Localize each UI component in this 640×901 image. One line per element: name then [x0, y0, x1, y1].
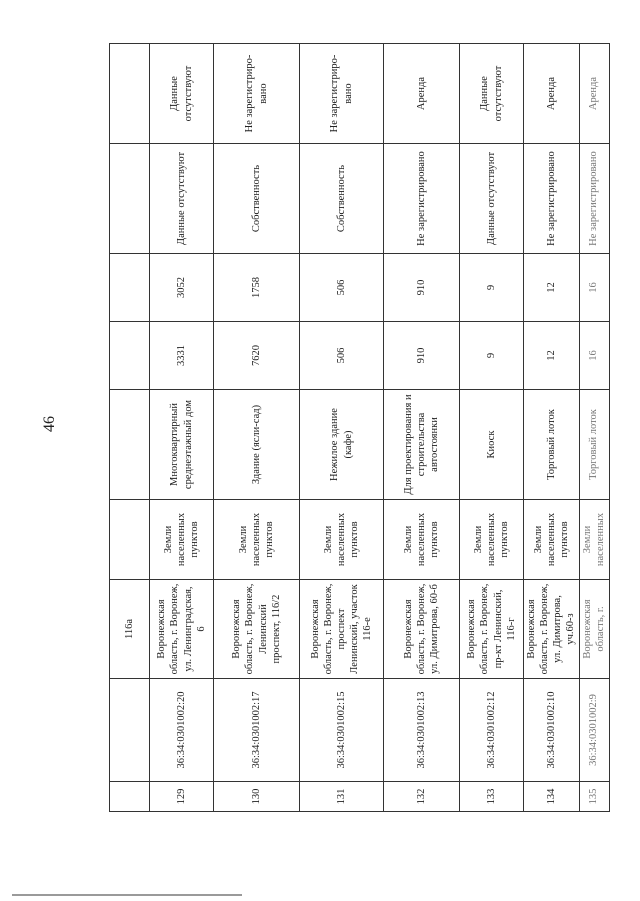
cell-use: Нежилое здание (кафе) — [300, 390, 384, 500]
cell-area1: 7620 — [214, 322, 300, 390]
cell-encumbrance: Данные отсутствуют — [460, 44, 524, 144]
page-number: 46 — [41, 416, 58, 432]
cell-use: Киоск — [460, 390, 524, 500]
cell-area1: 910 — [384, 322, 460, 390]
cell-right: Собственность — [300, 144, 384, 254]
cell-area2: 3052 — [150, 254, 214, 322]
cell-area2: 12 — [524, 254, 580, 322]
cell-area2: 1758 — [214, 254, 300, 322]
cell-area1: 3331 — [150, 322, 214, 390]
cell-encumbrance: Не зарегистриро-вано — [300, 44, 384, 144]
land-plots-table — [109, 43, 610, 812]
cell-area2: 16 — [579, 254, 609, 322]
cell-area2 — [110, 254, 150, 322]
cell-category: Земли населенных пунктов — [384, 500, 460, 580]
cell-category: Земли населенных пунктов — [460, 500, 524, 580]
cell-category: Земли населенных пунктов — [524, 500, 580, 580]
cell-use: Для проектирования и строительства автостоянки — [384, 390, 460, 500]
cell-use: Многоквартирный среднеэтажный дом — [150, 390, 214, 500]
table-row — [110, 44, 150, 812]
cell-cadastral: 36:34:0301002:17 — [214, 679, 300, 782]
cell-address: Воронежская область, г. Воронеж, ул. Димитрова, 60-б — [384, 580, 460, 679]
cell-num: 129 — [150, 782, 214, 812]
cell-cadastral — [110, 679, 150, 782]
cell-num: 130 — [214, 782, 300, 812]
cell-right: Не зарегистрировано — [384, 144, 460, 254]
cell-category: Земли населенных пунктов — [214, 500, 300, 580]
cell-cadastral: 36:34:0301002:9 — [579, 679, 609, 782]
cell-area1: 506 — [300, 322, 384, 390]
land-plots-table-page — [109, 44, 606, 812]
table-row — [384, 44, 460, 812]
cell-area2: 9 — [460, 254, 524, 322]
cell-encumbrance: Аренда — [579, 44, 609, 144]
cell-encumbrance — [110, 44, 150, 144]
cell-address: Воронежская область, г. — [579, 580, 609, 679]
cell-num: 133 — [460, 782, 524, 812]
table-row — [460, 44, 524, 812]
cell-category — [110, 500, 150, 580]
cell-area2: 910 — [384, 254, 460, 322]
cell-address: 116а — [110, 580, 150, 679]
cell-num: 131 — [300, 782, 384, 812]
cell-right: Не зарегистрировано — [524, 144, 580, 254]
table-row — [150, 44, 214, 812]
table-row — [214, 44, 300, 812]
cell-area1: 16 — [579, 322, 609, 390]
cell-right: Собственность — [214, 144, 300, 254]
cell-num: 132 — [384, 782, 460, 812]
table-row — [300, 44, 384, 812]
cell-area1 — [110, 322, 150, 390]
cell-cadastral: 36:34:0301002:20 — [150, 679, 214, 782]
cell-right: Данные отсутствуют — [150, 144, 214, 254]
cell-address: Воронежская область, г. Воронеж, Ленинский проспект, 116/2 — [214, 580, 300, 679]
cell-cadastral: 36:34:0301002:15 — [300, 679, 384, 782]
cell-right: Данные отсутствуют — [460, 144, 524, 254]
cell-address: Воронежская область, г. Воронеж, пр-кт Ленинский, 116-г — [460, 580, 524, 679]
cell-area2: 506 — [300, 254, 384, 322]
cell-encumbrance: Аренда — [384, 44, 460, 144]
cell-cadastral: 36:34:0301002:13 — [384, 679, 460, 782]
cell-category: Земли населенных — [579, 500, 609, 580]
cell-encumbrance: Не зарегистриро-вано — [214, 44, 300, 144]
cell-category: Земли населенных пунктов — [150, 500, 214, 580]
table-row — [579, 44, 609, 812]
scan-edge-line — [12, 894, 242, 896]
cell-encumbrance: Аренда — [524, 44, 580, 144]
cell-use: Здание (ясли-сад) — [214, 390, 300, 500]
cell-category: Земли населенных пунктов — [300, 500, 384, 580]
cell-cadastral: 36:34:0301002:10 — [524, 679, 580, 782]
cell-use — [110, 390, 150, 500]
cell-num: 135 — [579, 782, 609, 812]
cell-address: Воронежская область, г. Воронеж, проспект Ленинский, участок 116-е — [300, 580, 384, 679]
cell-use: Торговый лоток — [524, 390, 580, 500]
cell-num: 134 — [524, 782, 580, 812]
cell-right: Не зарегистрировано — [579, 144, 609, 254]
cell-encumbrance: Данные отсутствуют — [150, 44, 214, 144]
cell-right — [110, 144, 150, 254]
cell-area1: 12 — [524, 322, 580, 390]
table-row — [524, 44, 580, 812]
cell-cadastral: 36:34:0301002:12 — [460, 679, 524, 782]
cell-num — [110, 782, 150, 812]
cell-address: Воронежская область, г. Воронеж, ул. Димитрова, уч.60-з — [524, 580, 580, 679]
cell-area1: 9 — [460, 322, 524, 390]
cell-use: Торговый лоток — [579, 390, 609, 500]
cell-address: Воронежская область, г. Воронеж, ул. Ленинградская, 6 — [150, 580, 214, 679]
